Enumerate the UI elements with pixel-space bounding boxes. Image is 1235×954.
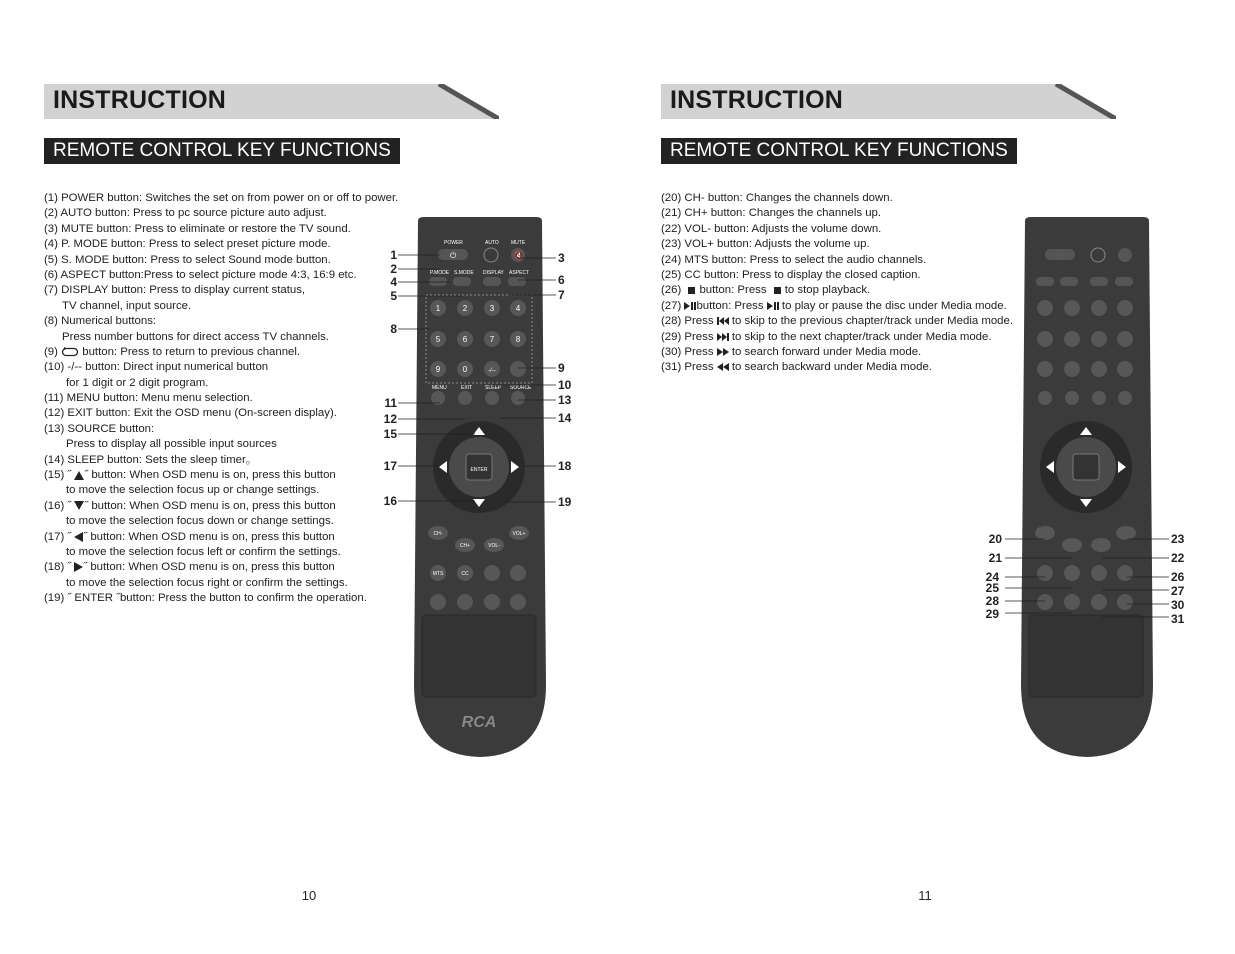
power-icon: ⏻ [450,251,457,260]
list-item-text: ˝ button: When OSD menu is on, press this button [83,561,335,574]
rca-logo: RCA [461,714,497,731]
digit-5: 5 [435,335,441,344]
list-item: (8) Numerical buttons: [44,315,157,328]
callout-2: 2 [390,262,397,276]
list-item-text: to skip to the previous chapter/track under Media mode. [731,315,1014,328]
digit-1: 1 [435,304,441,313]
callout-21: 21 [988,551,1002,565]
list-item-prefix: (9) [44,345,58,358]
list-item-text: button: Press [699,284,767,297]
list-item: (14) SLEEP button: Sets the sleep timer。 [44,453,258,466]
list-item: (23) VOL+ button: Adjusts the volume up. [661,238,870,251]
callout-9: 9 [558,361,565,375]
list-item: (13) SOURCE button: [44,422,155,435]
callout-30: 30 [1171,598,1185,612]
mts-label: MTS [432,571,444,577]
callout-12: 12 [383,412,397,426]
sleep-label: SLEEP [485,385,502,391]
digit-0: 0 [462,365,468,374]
callout-26: 26 [1171,570,1185,584]
callout-4: 4 [390,275,397,289]
digit-4: 4 [515,304,521,313]
list-item: (3) MUTE button: Press to eliminate or restore the TV sound. [44,222,351,235]
list-item: Press number buttons for direct access TV channels. [62,330,329,343]
list-item: Press to display all possible input sources [66,438,277,451]
vol-minus-label: VOL- [488,543,500,549]
digit-2: 2 [462,304,468,313]
list-item: (20) CH- button: Changes the channels down. [661,192,893,204]
callout-14: 14 [558,411,572,425]
mute-label: MUTE [511,240,526,246]
callout-13: 13 [558,393,572,407]
list-item: to move the selection focus right or confirm the settings. [66,576,348,589]
list-item: (4) P. MODE button: Press to select preset picture mode. [44,238,331,251]
callout-27: 27 [1171,584,1185,598]
callout-3: 3 [558,251,565,265]
list-item-prefix: (27) [661,299,682,312]
page-number: 11 [918,888,932,903]
cc-label: CC [461,571,469,577]
callout-29: 29 [985,607,999,621]
list-item: (7) DISPLAY button: Press to display current status, [44,284,306,297]
list-item: (21) CH+ button: Changes the channels up. [661,207,882,220]
callout-11: 11 [384,396,397,410]
list-item-text: ˝ button: When OSD menu is on, press this button [84,499,336,512]
page-title: INSTRUCTION [53,86,227,114]
mute-icon: 🔇 [514,251,524,260]
list-item: (5) S. MODE button: Press to select Sound mode button. [44,253,331,266]
menu-label: MENU [432,385,447,391]
list-item: for 1 digit or 2 digit program. [66,376,209,389]
list-item-prefix: (30) Press [661,345,714,358]
list-item: (6) ASPECT button:Press to select picture mode 4:3, 16:9 etc. [44,268,357,281]
callout-6: 6 [558,273,565,287]
digit-8: 8 [515,335,521,344]
list-item: (10) -/-- button: Direct input numerical button [44,361,269,374]
list-item: (19) ˝ ENTER ˝button: Press the button to confirm the operation. [44,592,367,605]
list-item-text: to play or pause the disc under Media mode. [781,299,1007,312]
left-page [0,0,617,954]
list-item-text: to stop playback. [784,284,871,297]
list-item-text: to search backward under Media mode. [731,361,932,374]
list-item-prefix: (28) Press [661,315,714,328]
callout-18: 18 [558,459,572,473]
ch-minus-label: CH- [433,531,443,537]
list-item: (2) AUTO button: Press to pc source picture auto adjust. [44,207,327,220]
vol-plus-label: VOL+ [512,531,526,537]
list-item-text: button: Press to return to previous channel. [82,345,301,358]
callout-23: 23 [1171,532,1185,546]
section-heading: REMOTE CONTROL KEY FUNCTIONS [661,138,1017,164]
callout-25: 25 [985,581,999,595]
list-item-prefix: (18) ˝ [44,561,72,574]
list-item-prefix: (17) ˝ [44,530,72,543]
list-item: to move the selection focus up or change settings. [66,484,320,497]
page-title: INSTRUCTION [670,86,844,114]
list-item-text: ˝ button: When OSD menu is on, press this button [83,530,335,543]
list-item: (22) VOL- button: Adjusts the volume down. [661,222,882,235]
callout-17: 17 [383,459,397,473]
callout-7: 7 [558,288,565,302]
callout-31: 31 [1171,612,1185,626]
callout-22: 22 [1171,551,1185,565]
smode-label: S.MODE [454,270,474,276]
callout-lines [0,0,617,954]
list-item: (11) MENU button: Menu menu selection. [44,392,253,405]
power-label: POWER [444,240,463,246]
list-item-prefix: (29) Press [661,330,714,343]
list-item: (24) MTS button: Press to select the audio channels. [661,253,927,266]
callout-10: 10 [558,378,572,392]
list-item: to move the selection focus left or confirm the settings. [66,545,341,558]
list-item-text: ˝ button: When OSD menu is on, press this button [84,469,336,482]
section-heading: REMOTE CONTROL KEY FUNCTIONS [44,138,400,164]
list-item-prefix: (16) ˝ [44,499,72,512]
list-item-prefix: (15) ˝ [44,469,72,482]
enter-label: ENTER [470,467,488,473]
list-item-text: to search forward under Media mode. [731,345,922,358]
digit-3: 3 [489,304,495,313]
dash-button-label: -/-- [488,368,496,374]
list-item: to move the selection focus down or change settings. [66,515,334,528]
digit-9: 9 [435,365,441,374]
callout-28: 28 [985,594,999,608]
pmode-label: P.MODE [430,270,450,276]
page-number: 10 [301,888,317,903]
callout-8: 8 [390,322,397,336]
callout-24: 24 [985,570,999,584]
list-item-prefix: (26) [661,284,682,297]
callout-16: 16 [383,494,397,508]
list-item: (12) EXIT button: Exit the OSD menu (On-screen display). [44,407,337,420]
display-label: DISPLAY [483,270,504,276]
source-label: SOURCE [510,385,532,391]
list-item: (25) CC button: Press to display the closed caption. [661,268,921,281]
exit-label: EXIT [461,385,473,391]
callout-lines [617,0,1234,954]
digit-6: 6 [462,335,468,344]
list-item: TV channel, input source. [62,299,192,312]
list-item: (1) POWER button: Switches the set on from power on or off to power. [44,192,399,204]
auto-label: AUTO [485,240,499,246]
callout-19: 19 [558,495,572,509]
callout-15: 15 [383,427,397,441]
digit-7: 7 [489,335,495,344]
callout-5: 5 [390,289,397,303]
list-item-text: to skip to the next chapter/track under Media mode. [731,330,992,343]
right-page [617,0,1234,954]
list-item-prefix: (31) Press [661,361,714,374]
list-item-text: button: Press [696,299,764,312]
callout-1: 1 [390,248,397,262]
callout-20: 20 [988,532,1002,546]
ch-plus-label: CH+ [459,543,471,549]
aspect-label: ASPECT [509,270,530,276]
